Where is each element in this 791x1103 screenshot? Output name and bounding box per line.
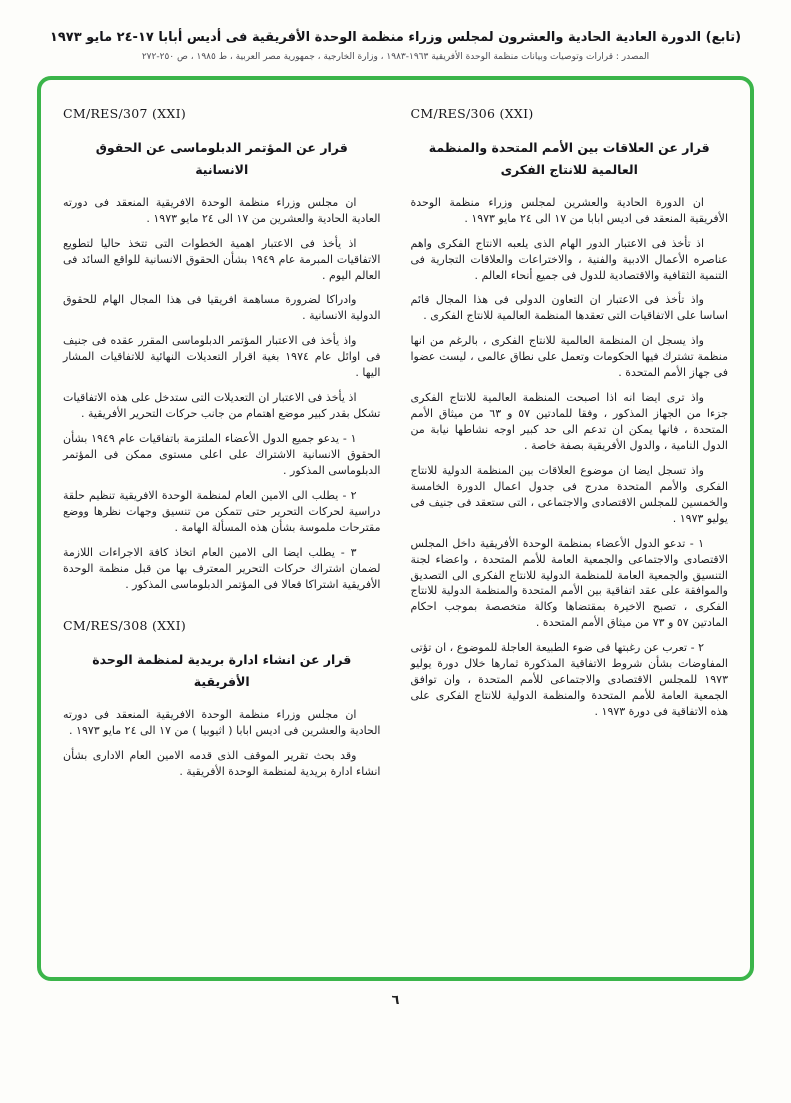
resolution-308-title: قرار عن انشاء ادارة بريدية لمنظمة الوحدة الأفريقية — [92, 652, 352, 690]
resolution-306-paragraph: اذ تأخذ فى الاعتبار الدور الهام الذى يلعبه الانتاج الفكرى واهم عناصره الأعمال الادبية والفنية ، والاختراعات والعلاقات التجارية فى التنمية الثقافية والاقتصادية للدول فى جميع أنحاء العالم . — [410, 236, 728, 282]
document-header-line: (تابع) الدورة العادية الحادية والعشرون لمجلس وزراء منظمة الوحدة الأفريقية فى أديس أبابا ١٧-٢٤ مايو ١٩٧٣ — [49, 30, 742, 45]
source-citation-line: المصدر : قرارات وتوصيات وبيانات منظمة الوحدة الأفريقية ١٩٦٣-١٩٨٣ ، وزارة الخارجية ، جمهورية مصر العربية ، ط ١٩٨٥ ، ص ٢٥٠-٢٧٢ — [141, 52, 650, 62]
resolution-308-paragraph: ان مجلس وزراء منظمة الوحدة الافريقية المنعقد فى دورته الحادية والعشرين فى اديس ابابا ( اثيوبيا ) من ١٧ الى ٢٤ مايو ١٩٧٣ . — [63, 708, 381, 738]
resolution-307-paragraph: ٣ - يطلب ايضا الى الامين العام اتخاذ كافة الاجراءات اللازمة لضمان اشتراك حركات التحرير المعترف بها من قبل منظمة الوحدة الأفريقية اشتراكا فعالا فى المؤتمر الدبلوماسى المذكور . — [63, 545, 381, 591]
resolution-307-paragraph: اذ يأخذ فى الاعتبار ان التعديلات التى ستدخل على هذه الاتفاقيات تشكل بقدر كبير موضع اهتمام من جانب حركات التحرير الأفريقية . — [63, 391, 381, 421]
resolution-306-paragraph: ان الدورة الحادية والعشرين لمجلس وزراء منظمة الوحدة الأفريقية المنعقد فى اديس ابابا من ١٧ الى ٢٤ مايو ١٩٧٣ . — [410, 195, 728, 225]
resolution-308-paragraph: وقد بحث تقرير الموقف الذى قدمه الامين العام الادارى بشأن انشاء ادارة بريدية لمنظمة الوحدة الأفريقية . — [63, 749, 381, 778]
resolution-306-paragraph: ٢ - تعرب عن رغبتها فى ضوء الطبيعة العاجلة للموضوع ، ان تؤتى المفاوضات بشأن شروط الاتفاقية المذكورة ثمارها خلال دورة يوليو ١٩٧٣ للمجلس الاقتصادى والاجتماعى للأمم المتحدة ، وان توافق الجمعية العامة للأمم المتحدة والمنظمة الدولية للانتاج الفكرى على هذه الاتفاقية فى دورة ١٩٧٣ . — [410, 641, 728, 718]
resolution-308 — [63, 618, 381, 780]
resolution-306-ref: CM/RES/306 (XXI) — [410, 106, 534, 121]
resolution-306 — [411, 106, 729, 720]
column-right — [411, 102, 729, 789]
resolution-306-paragraph: واذ ترى ايضا انه اذا اصبحت المنظمة العالمية للانتاج الفكرى جزءا من الجهاز المذكور ، وفقا للمادتين ٥٧ و ٦٣ من ميثاق الأمم المتحدة ، فانها يمكن ان تدعم الى حد كبير اوجه نشاطها نيابة من الدول النامية ، والدول الأفريقية بصفة خاصة . — [410, 391, 729, 452]
resolution-307-paragraph: اذ يأخذ فى الاعتبار اهمية الخطوات التى تتخذ حاليا لتطويع الاتفاقيات المبرمة عام ١٩٤٩ بشأن الحقوق الانسانية للواقع السائد فى العالم اليوم . — [63, 236, 381, 282]
two-column-layout — [63, 102, 728, 789]
resolution-307-ref: CM/RES/307 (XXI) — [63, 106, 187, 121]
resolution-306-paragraph: واذ تسجل ايضا ان موضوع العلاقات بين المنظمة الدولية للانتاج الفكرى والأمم المتحدة مدرج فى جدول اعمال الدورة الخامسة والخمسين للمجلس الاقتصادى والاجتماعى ، التى ستعقد فى جنيف فى يوليو ١٩٧٣ . — [410, 463, 728, 525]
resolution-306-paragraph: واذ يسجل ان المنظمة العالمية للانتاج الفكرى ، بالرغم من انها منظمة تشترك فيها الحكومات وتعمل على نطاق عالمى ، ليست عضوا فى جهاز الأمم المتحدة . — [410, 334, 728, 380]
resolution-307-title: قرار عن المؤتمر الدبلوماسى عن الحقوق الانسانية — [95, 140, 348, 177]
page-number: ٦ — [391, 993, 400, 1008]
resolution-306-paragraph: ١ - تدعو الدول الأعضاء بمنظمة الوحدة الأفريقية داخل المجلس الاقتصادى والاجتماعى والجمعية العامة للأمم المتحدة ، واعضاء لجنة التنسيق والجمعية العامة للمنظمة الدولية للانتاج الفكرى الى التصديق والموافقة على عقد اتفاقية بين الأمم المتحدة والمنظمة الدولية للانتاج الفكرى ، تصبح الاخيرة بمقتضاها وكالة متخصصة بموجب احكام المادتين ٥٧ و ٧٣ من ميثاق الأمم المتحدة . — [410, 536, 728, 630]
resolution-306-paragraph: واذ تأخذ فى الاعتبار ان التعاون الدولى فى هذا المجال قائم اساسا على الاتفاقيات التى تعقدها المنظمة العالمية للانتاج الفكرى . — [410, 293, 728, 323]
resolution-307-paragraph: ٢ - يطلب الى الامين العام لمنظمة الوحدة الافريقية تنظيم حلقة دراسية لحركات التحرير حتى تتمكن من تنسيق وجهات نظرها ووضع مقترحات ملموسة بشأن هذه المسألة الهامة . — [63, 488, 381, 534]
resolution-308-ref: CM/RES/308 (XXI) — [63, 618, 187, 634]
resolution-307-paragraph: واذ يأخذ فى الاعتبار المؤتمر الدبلوماسى المقرر عقده فى جنيف فى اوائل عام ١٩٧٤ بغية اقرار التعديلات النهائية للاتفاقيات المشار اليها . — [63, 334, 381, 380]
green-highlight-frame — [37, 76, 754, 981]
resolution-307 — [63, 106, 381, 592]
resolution-307-paragraph: ان مجلس وزراء منظمة الوحدة الافريقية المنعقد فى دورته العادية الحادية والعشرين من ١٧ الى ٢٤ مايو ١٩٧٣ . — [63, 195, 381, 225]
column-left — [63, 102, 381, 789]
resolution-307-paragraph: وادراكا لضرورة مساهمة افريقيا فى هذا المجال الهام للحقوق الدولية الانسانية . — [63, 293, 381, 323]
resolution-306-title: قرار عن العلاقات بين الأمم المتحدة والمنظمة العالمية للانتاج الفكرى — [428, 140, 710, 177]
resolution-307-paragraph: ١ - يدعو جميع الدول الأعضاء الملتزمة باتفاقيات عام ١٩٤٩ بشأن الحقوق الانسانية الاشتراك على اعلى مستوى ممكن فى المؤتمر الدبلوماسى المذكور . — [63, 432, 381, 477]
